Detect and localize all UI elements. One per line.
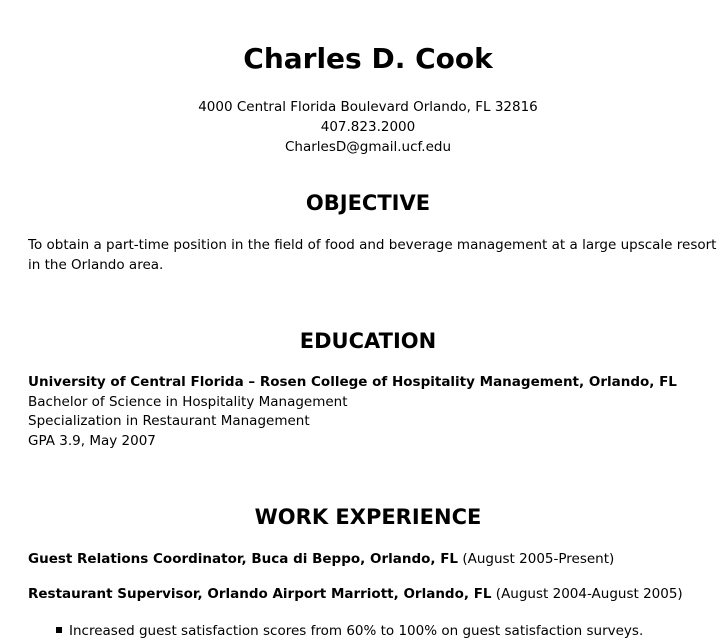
objective-heading: OBJECTIVE: [305, 191, 431, 215]
education-gpa: GPA 3.9, May 2007: [28, 433, 156, 449]
objective-text: To obtain a part-time position in the field of food and beverage management at a large upscale resort in the Orlando area.: [28, 237, 717, 273]
job-entry: [28, 584, 728, 604]
education-heading: EDUCATION: [299, 329, 437, 353]
job-title: Restaurant Supervisor, Orlando Airport Marriott, Orlando, FL: [28, 586, 492, 602]
contact-phone: 407.823.2000: [320, 119, 416, 135]
work-heading: WORK EXPERIENCE: [254, 505, 482, 529]
job-dates: (August 2004-August 2005): [491, 586, 683, 602]
education-school: University of Central Florida – Rosen College of Hospitality Management, Orlando, FL: [28, 374, 677, 390]
job-entry: [28, 549, 728, 569]
job-bullet-text: Increased guest satisfaction scores from 60% to 100% on guest satisfaction surveys.: [69, 623, 644, 639]
resume-name: Charles D. Cook: [243, 42, 493, 75]
contact-email: CharlesD@gmail.ucf.edu: [284, 139, 452, 155]
square-bullet-icon: [56, 627, 62, 633]
job-dates: (August 2005-Present): [458, 551, 615, 567]
job-bullet: [56, 621, 728, 641]
contact-address: 4000 Central Florida Boulevard Orlando, FL 32816: [198, 99, 538, 115]
education-degree: Bachelor of Science in Hospitality Management: [28, 394, 348, 410]
education-specialization: Specialization in Restaurant Management: [28, 413, 310, 429]
job-title: Guest Relations Coordinator, Buca di Beppo, Orlando, FL: [28, 551, 459, 567]
